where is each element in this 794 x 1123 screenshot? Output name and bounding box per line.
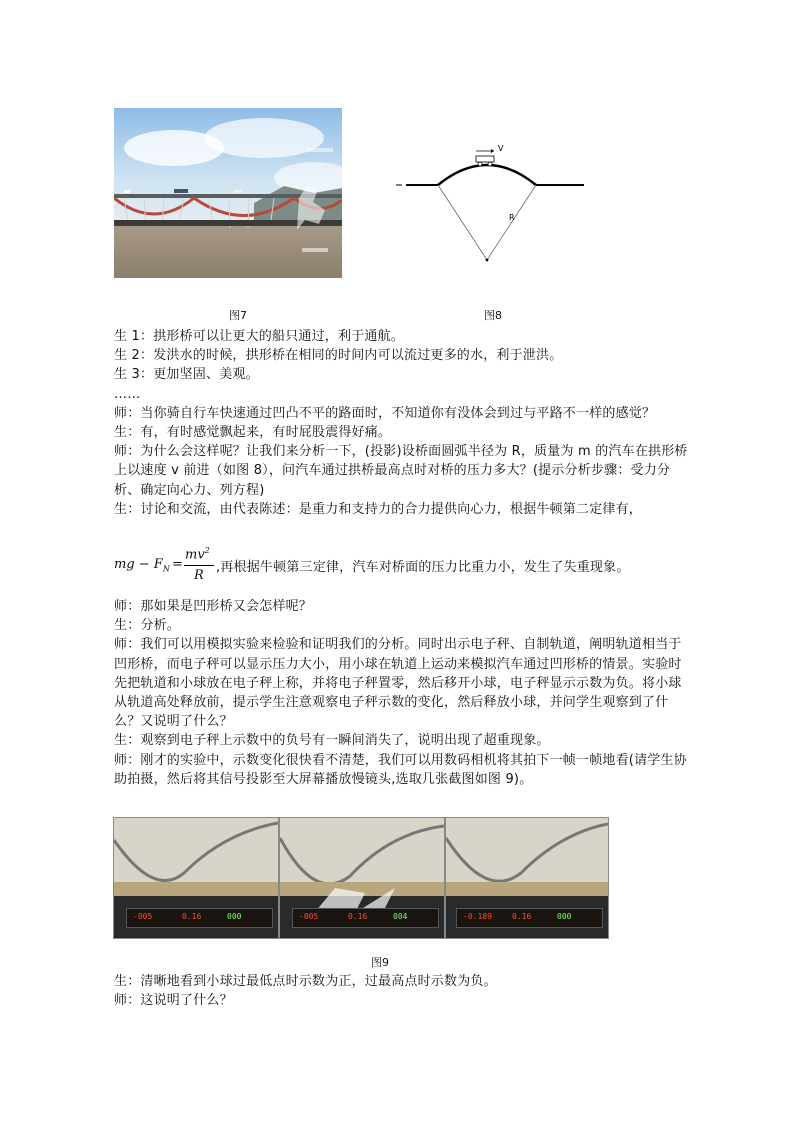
paragraph: 生：观察到电子秤上示数中的负号有一瞬间消失了，说明出现了超重现象。 [114, 733, 550, 749]
fraction-bar [184, 565, 214, 566]
radius-label: R [509, 213, 515, 222]
velocity-label: V [498, 144, 504, 153]
scale-reading-mid: 0.16 [512, 912, 532, 921]
experiment-frame-2 [279, 817, 445, 939]
scale-display [456, 908, 603, 928]
scale-reading-left: -005 [299, 912, 319, 921]
scale-reading-left: -005 [133, 912, 153, 921]
text-block-1 [114, 327, 689, 519]
formula-line [114, 544, 704, 586]
scale-display [292, 908, 439, 928]
paragraph: 生 1：拱形桥可以让更大的船只通过，利于通航。 [114, 329, 405, 344]
paragraph: 生 3：更加坚固、美观。 [114, 367, 259, 383]
figure-9-caption: 图9 [371, 956, 389, 969]
experiment-frame-3 [445, 817, 609, 939]
arch-bridge-diagram [392, 140, 592, 270]
paragraph: 师：当你骑自行车快速通过凹凸不平的路面时，不知道你有没体会到过与平路不一样的感觉？ [114, 405, 656, 421]
paragraph: 师：这说明了什么？ [114, 993, 233, 1009]
paragraph: 师：我们可以用模拟实验来检验和证明我们的分析。同时出示电子秤、自制轨道，阐明轨道相当于凹形桥，而电子秤可以显示压力大小，用小球在轨道上运动来模拟汽车通过凹形桥的情景。实验时先把轨道和小球放在电子秤上称，并将电子秤置零，然后移开小球，电子秤显示示数为负。将小球从轨道高处释放前，提示学生注意观察电子秤示数的变化，然后释放小球，并问学生观察到了什么？又说明了什么？ [114, 637, 682, 730]
scale-reading-right: 000 [227, 912, 242, 921]
bridge-photo-art [114, 108, 342, 278]
paragraph: 生 2：发洪水的时候，拱形桥在相同的时间内可以流过更多的水，利于泄洪。 [114, 348, 563, 364]
paragraph: 生：有，有时感觉飘起来，有时屁股震得好痛。 [114, 425, 392, 441]
paragraph: 生：清晰地看到小球过最低点时示数为正，过最高点时示数为负。 [114, 974, 497, 989]
scale-reading-mid: 0.16 [182, 912, 202, 921]
paragraph: 生：分析。 [114, 618, 181, 634]
bridge-photo [114, 108, 342, 278]
text-block-2 [114, 597, 689, 789]
formula-numerator-exponent: 2 [204, 546, 210, 555]
scale-reading-left: -0.189 [463, 912, 492, 921]
paragraph: 师：那如果是凹形桥又会怎样呢？ [114, 599, 313, 614]
formula-numerator: mv [185, 547, 205, 563]
figure-8-caption: 图8 [484, 309, 502, 322]
scale-reading-right: 000 [557, 912, 572, 921]
figure-7-caption: 图7 [229, 309, 247, 322]
scale-reading-mid: 0.16 [348, 912, 368, 921]
scale-display [126, 908, 273, 928]
paragraph: 生：讨论和交流，由代表陈述：是重力和支持力的合力提供向心力，根据牛顿第二定律有， [114, 501, 643, 517]
formula-equals: = [172, 557, 183, 572]
formula-tail: ,再根据牛顿第三定律，汽车对桥面的压力比重力小，发生了失重现象。 [216, 560, 630, 575]
scale-reading-right: 004 [393, 912, 408, 921]
text-block-3 [114, 972, 689, 1010]
arch-bridge-diagram-art [392, 140, 592, 270]
formula-lhs: mg − F [114, 557, 163, 572]
paragraph: 师：刚才的实验中，示数变化很快看不清楚，我们可以用数码相机将其拍下一帧一帧地看(请学生协助拍摄，然后将其信号投影至大屏幕播放慢镜头,选取几张截图如图 9)。 [114, 752, 687, 787]
formula-denominator: R [194, 568, 204, 583]
paragraph: …… [114, 386, 141, 402]
formula-lhs-subscript: N [162, 564, 170, 574]
paragraph: 师：为什么会这样呢？让我们来分析一下，(投影)设桥面圆弧半径为 R，质量为 m 的汽车在拱形桥上以速度 v 前进（如图 8），问汽车通过拱桥最高点时对桥的压力多大？(提示分析步骤：受力分析、确定向心力、列方程) [114, 444, 688, 498]
experiment-frame-1 [113, 817, 279, 939]
